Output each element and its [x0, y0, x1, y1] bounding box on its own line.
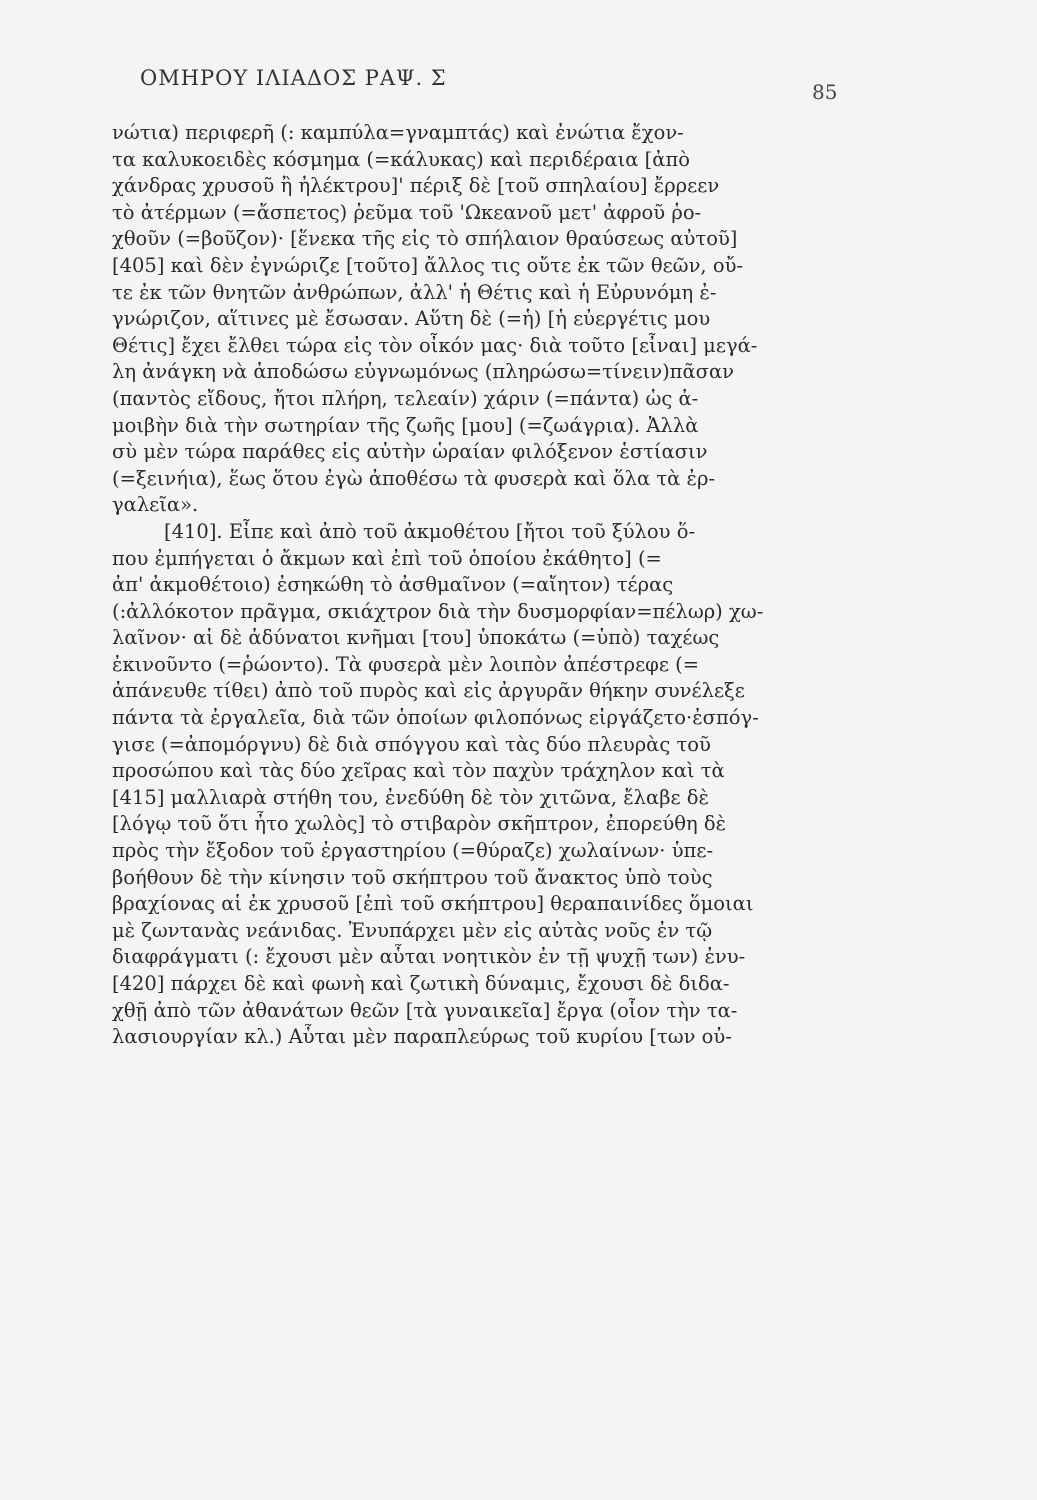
text-line: τὸ ἀτέρμων (=ἄσπετος) ῥεῦμα τοῦ 'Ωκεανοῦ μετ' ἀφροῦ ῥο-: [112, 200, 702, 224]
text-line: (=ξεινήια), ἕως ὅτου ἐγὼ ἀποθέσω τὰ φυσερὰ καὶ ὅλα τὰ ἐρ-: [112, 466, 716, 490]
text-line: νώτια) περιφερῆ (: καμπύλα=γναμπτάς) καὶ ἐνώτια ἔχον-: [112, 121, 684, 144]
text-line: ἀπ' ἀκμοθέτοιο) ἐσηκώθη τὸ ἀσθμαῖνον (=αἴητον) τέρας: [112, 573, 674, 597]
text-line: διαφράγματι (: ἔχουσι μὲν αὗται νοητικὸν ἐν τῇ ψυχῇ των) ἐνυ-: [112, 945, 746, 969]
text-line: [λόγῳ τοῦ ὅτι ἦτο χωλὸς] τὸ στιβαρὸν σκῆπτρον, ἐπορεύθη δὲ: [112, 812, 727, 836]
text-line: χθοῦν (=βοῦζον)· [ἕνεκα τῆς εἰς τὸ σπήλαιον θραύσεως αὐτοῦ]: [112, 227, 738, 251]
text-line: βραχίονας αἱ ἐκ χρυσοῦ [ἐπὶ τοῦ σκήπτρου] θεραπαινίδες ὅμοιαι: [112, 892, 754, 916]
text-line: γνώριζον, αἵτινες μὲ ἔσωσαν. Αὕτη δὲ (=ἡ) [ἡ εὐεργέτις μου: [112, 307, 711, 331]
text-line: τε ἐκ τῶν θνητῶν ἀνθρώπων, ἀλλ' ἡ Θέτις καὶ ἡ Εὐρυνόμη ἐ-: [112, 280, 717, 304]
text-line: γισε (=ἀπομόργνυ) δὲ διὰ σπόγγου καὶ τὰς δύο πλευρὰς τοῦ: [112, 732, 711, 756]
page-number: 85: [812, 80, 838, 104]
text-line: σὺ μὲν τώρα παράθες εἰς αὐτὴν ὡραίαν φιλόξενον ἑστίασιν: [112, 440, 708, 464]
text-line: [410]. Εἶπε καὶ ἀπὸ τοῦ ἀκμοθέτου [ἤτοι τοῦ ξύλου ὅ-: [164, 519, 696, 543]
text-line: λαῖνον· αἱ δὲ ἀδύνατοι κνῆμαι [του] ὑποκάτω (=ὑπὸ) ταχέως: [112, 626, 720, 650]
text-line: ἐκινοῦντο (=ῥώοντο). Τὰ φυσερὰ μὲν λοιπὸν ἀπέστρεφε (=: [112, 652, 700, 676]
text-line: τα καλυκοειδὲς κόσμημα (=κάλυκας) καὶ περιδέραια [ἀπὸ: [112, 147, 691, 171]
text-line: [405] καὶ δὲν ἐγνώριζε [τοῦτο] ἄλλος τις οὔτε ἐκ τῶν θεῶν, οὔ-: [112, 253, 744, 277]
text-line: [420] πάρχει δὲ καὶ φωνὴ καὶ ζωτικὴ δύναμις, ἔχουσι δὲ διδα-: [112, 972, 730, 995]
text-line: (παντὸς εἴδους, ἤτοι πλήρη, τελεαίν) χάριν (=πάντα) ὡς ἀ-: [112, 386, 699, 410]
text-line: μοιβὴν διὰ τὴν σωτηρίαν τῆς ζωῆς [μου] (=ζωάγρια). Ἀλλὰ: [112, 413, 699, 437]
running-head: ΟΜΗΡΟΥ ΙΛΙΑΔΟΣ ΡΑΨ. Σ: [140, 66, 447, 90]
text-line: Θέτις] ἔχει ἔλθει τώρα εἰς τὸν οἶκόν μας· διὰ τοῦτο [εἶναι] μεγά-: [112, 333, 758, 357]
text-line: πάντα τὰ ἐργαλεῖα, διὰ τῶν ὁποίων φιλοπόνως εἰργάζετο·ἐσπόγ-: [112, 706, 759, 730]
text-line: χάνδρας χρυσοῦ ἢ ἠλέκτρου]' πέριξ δὲ [τοῦ σπηλαίου] ἔρρεεν: [112, 174, 720, 198]
text-line: λασιουργίαν κλ.) Αὗται μὲν παραπλεύρως τοῦ κυρίου [των οὐ-: [112, 1025, 732, 1049]
text-line: (:ἀλλόκοτον πρᾶγμα, σκιάχτρον διὰ τὴν δυσμορφίαν=πέλωρ) χω-: [112, 599, 764, 623]
text-line: [415] μαλλιαρὰ στήθη του, ἐνεδύθη δὲ τὸν χιτῶνα, ἔλαβε δὲ: [112, 785, 709, 809]
body-text: [112, 120, 857, 1051]
text-line: πρὸς τὴν ἔξοδον τοῦ ἐργαστηρίου (=θύραζε) χωλαίνων· ὑπε-: [112, 839, 714, 863]
text-line: μὲ ζωντανὰς νεάνιδας. Ἐνυπάρχει μὲν εἰς αὐτὰς νοῦς ἐν τῷ: [112, 918, 713, 942]
text-line: που ἐμπήγεται ὁ ἄκμων καὶ ἐπὶ τοῦ ὁποίου ἐκάθητο] (=: [112, 546, 662, 570]
text-line: γαλεῖα».: [112, 493, 199, 517]
text-line: λη ἀνάγκη νὰ ἀποδώσω εὐγνωμόνως (πληρώσω=τίνειν)πᾶσαν: [112, 360, 735, 384]
text-line: προσώπου καὶ τὰς δύο χεῖρας καὶ τὸν παχὺν τράχηλον καὶ τὰ: [112, 759, 725, 783]
text-line: χθῇ ἀπὸ τῶν ἀθανάτων θεῶν [τὰ γυναικεῖα] ἔργα (οἷον τὴν τα-: [112, 998, 738, 1022]
text-line: ἀπάνευθε τίθει) ἀπὸ τοῦ πυρὸς καὶ εἰς ἀργυρᾶν θήκην συνέλεξε: [112, 679, 745, 703]
text-line: βοήθουν δὲ τὴν κίνησιν τοῦ σκήπτρου τοῦ ἄνακτος ὑπὸ τοὺς: [112, 865, 713, 889]
